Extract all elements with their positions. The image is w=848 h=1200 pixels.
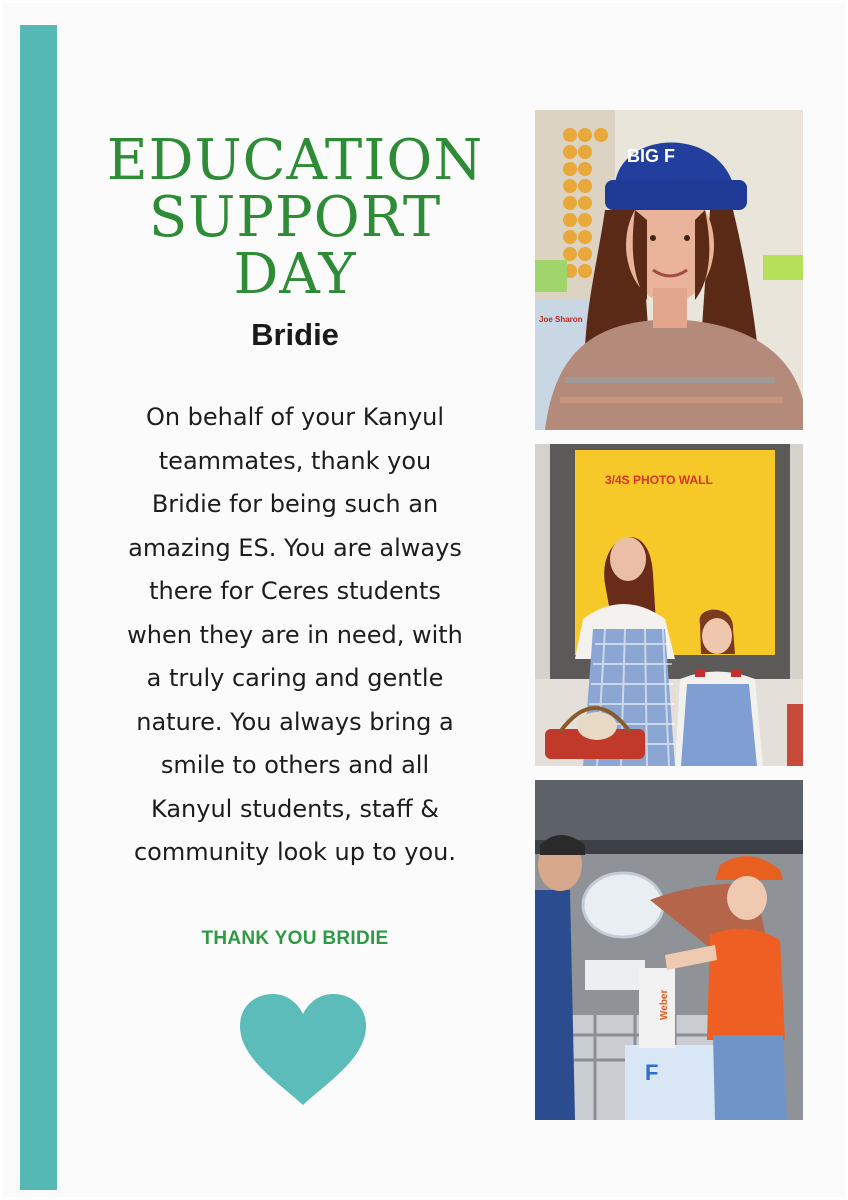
photo-portrait-beanie [535,110,803,430]
message-line: amazing ES. You are always [128,533,462,562]
photo3-box-text: Weber [659,989,670,1020]
message-line: community look up to you. [133,838,457,866]
title-line-2: SUPPORT [148,185,442,250]
message-line: smile to others and all [160,751,430,779]
message-line: a truly caring and gentle [146,664,444,692]
message-line: there for Ceres students [149,577,441,605]
svg-text:F: F [645,1060,659,1085]
message-line: when they are in need, with [127,620,463,649]
photo1-sign-text: Joe Sharon [539,315,583,324]
photo-photo-wall [535,444,803,766]
thank-you-message [80,396,510,875]
message-line: On behalf of your Kanyul [145,403,445,431]
photo-bucket-experiment [535,780,803,1120]
photo1-beanie-text: BIG F [627,146,675,166]
message-line: teammates, thank you [158,446,432,475]
page-title [60,128,530,307]
title-line-1: EDUCATION [106,128,484,193]
honoree-name: Bridie [251,317,339,352]
message-line: Kanyul students, staff & [151,794,439,823]
message-line: nature. You always bring a [136,707,454,736]
heart-icon [238,992,368,1107]
title-line-3: DAY [233,242,357,307]
accent-bar [20,25,57,1190]
thank-you-heading: THANK YOU BRIDIE [201,928,389,949]
photo2-sign-text: 3/4S PHOTO WALL [605,473,713,487]
message-line: Bridie for being such an [151,490,439,518]
